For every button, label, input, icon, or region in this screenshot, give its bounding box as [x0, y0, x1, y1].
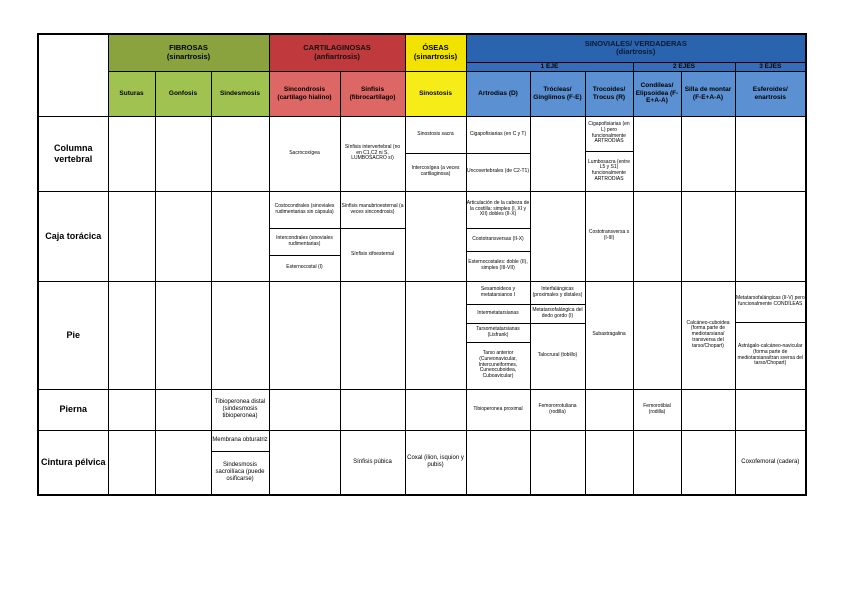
- cell-cintura-sincondrosis: [269, 430, 340, 495]
- cell-pierna-trocoides: [585, 389, 633, 430]
- cell-caja-sinfisis: [340, 191, 405, 281]
- cell-entry: Articulación de la cabeza de la costilla: simples (I, XI y XII) dobles (II-X): [466, 199, 530, 218]
- cell-entry: Tarso anterior (Cuneonavicular, Intercuneiformes, Cuneocuboidea, Cuboavicular): [467, 342, 530, 389]
- cell-entry: Esternocostal (I): [270, 255, 340, 281]
- group-subtitle-sinoviales: (diartrosis): [616, 47, 656, 57]
- cell-pie-sinostosis: [405, 281, 466, 389]
- cell-entry: Cigapofisiarias (en C y T): [469, 130, 527, 137]
- group-title-cartilaginosas: CARTILAGINOSAS: [303, 43, 371, 53]
- cell-caja-condileas: [633, 191, 681, 281]
- cell-entry: Sínfisis manubrioesternal (a veces sincondrosis): [341, 203, 404, 215]
- col-header-sinfisis: Sínfisis (fibrocartílago): [340, 71, 405, 116]
- cell-pie-condileas: [633, 281, 681, 389]
- group-header-cartilaginosas: [269, 34, 405, 71]
- group-subtitle-cartilaginosas: (anfiartrosis): [314, 51, 360, 61]
- cell-caja-artrodias: [466, 191, 530, 281]
- row-label-caja: Caja torácica: [38, 191, 108, 281]
- row-label-cintura: Cintura pélvica: [38, 430, 108, 495]
- cell-columna-gonfosis: [155, 116, 211, 191]
- cell-columna-esferoideas: [735, 116, 806, 191]
- cell-columna-trocleas: [530, 116, 585, 191]
- cell-entry: Astrágalo-calcáneo-navicular (forma parte de mediotarsiana/tran sversa del tarso/Chopart): [736, 322, 806, 388]
- cell-cintura-esferoideas: Coxofemoral (cadera): [735, 430, 806, 495]
- col-header-sincondrosis: Sincondrosis (cartílago hialino): [269, 71, 340, 116]
- group-title-oseas: ÓSEAS: [422, 43, 449, 53]
- cell-columna-sinostosis: [405, 116, 466, 191]
- cell-entry: Intercondrales (sinoviales rudimentarias): [270, 228, 340, 255]
- table-row: [38, 281, 806, 389]
- col-header-sindesmosis: Sindesmosis: [211, 71, 269, 116]
- cell-caja-silla: [681, 191, 735, 281]
- cell-entry: Sinostosis sacra: [417, 130, 454, 137]
- cell-pie-sincondrosis: [269, 281, 340, 389]
- cell-columna-silla: [681, 116, 735, 191]
- cell-caja-sinostosis: [405, 191, 466, 281]
- cell-entry: Sesamoideos y metatarsianos I: [480, 285, 516, 298]
- group-header-fibrosas: [108, 34, 269, 71]
- cell-entry: Membrana obturatriz: [212, 437, 268, 444]
- col-header-silla: Silla de montar (F-E+A-A): [681, 71, 735, 116]
- row-label-pie: Pie: [38, 281, 108, 389]
- axis-group-one: 1 EJE: [466, 62, 633, 71]
- col-header-trocoides: Trocoides/ Trocus (R): [585, 71, 633, 116]
- cell-pierna-sinfisis: [340, 389, 405, 430]
- cell-columna-trocoides: [585, 116, 633, 191]
- cell-columna-sindesmosis: [211, 116, 269, 191]
- group-header-sinoviales: [466, 34, 806, 62]
- cell-pie-suturas: [108, 281, 155, 389]
- cell-pierna-sinostosis: [405, 389, 466, 430]
- col-header-gonfosis: Gonfosis: [155, 71, 211, 116]
- cell-entry: Sindesmosis sacroilíaca (puede osificarse): [212, 451, 269, 494]
- cell-caja-esferoideas: [735, 191, 806, 281]
- cell-pierna-sincondrosis: [269, 389, 340, 430]
- cell-pie-trocleas: [530, 281, 585, 389]
- joint-classification-table: [37, 33, 807, 496]
- cell-cintura-trocleas: [530, 430, 585, 495]
- cell-cintura-artrodias: [466, 430, 530, 495]
- table-row: [38, 430, 806, 495]
- cell-pierna-suturas: [108, 389, 155, 430]
- cell-entry: Costocondrales (sinoviales rudimentarias sin cápsula): [274, 202, 335, 215]
- cell-columna-artrodias: [466, 116, 530, 191]
- group-header-oseas: [405, 34, 466, 71]
- axis-group-three: 3 EJES: [735, 62, 806, 71]
- cell-cintura-trocoides: [585, 430, 633, 495]
- cell-pierna-silla: [681, 389, 735, 430]
- cell-columna-sinfisis: Sínfisis intervertebral (no en C1,C2 ni S, LUMBOSACRO sí): [340, 116, 405, 191]
- col-header-suturas: Suturas: [108, 71, 155, 116]
- table-row: [38, 116, 806, 191]
- cell-caja-sindesmosis: [211, 191, 269, 281]
- col-header-trocleas: Trócleas/ Ginglimos (F-E): [530, 71, 585, 116]
- cell-entry: Lumbosacra (entre L5 y S1) funcionalmente ARTRODIAS: [586, 151, 633, 191]
- cell-pierna-esferoideas: [735, 389, 806, 430]
- cell-caja-gonfosis: [155, 191, 211, 281]
- cell-cintura-sindesmosis: [211, 430, 269, 495]
- cell-pie-artrodias: [466, 281, 530, 389]
- cell-cintura-gonfosis: [155, 430, 211, 495]
- row-label-columna: Columna vertebral: [38, 116, 108, 191]
- cell-columna-condileas: [633, 116, 681, 191]
- cell-columna-suturas: [108, 116, 155, 191]
- row-label-pierna: Pierna: [38, 389, 108, 430]
- cell-caja-trocleas: [530, 191, 585, 281]
- cell-pierna-gonfosis: [155, 389, 211, 430]
- col-header-esferoideas: Esferoides/ enartrosis: [735, 71, 806, 116]
- cell-pie-sindesmosis: [211, 281, 269, 389]
- cell-entry: Cigapofisiarias (en L) pero funcionalmente ARTRODIAS: [588, 121, 630, 145]
- cell-pie-trocoides: Subastragalina: [585, 281, 633, 389]
- col-header-sinostosis: Sinostosis: [405, 71, 466, 116]
- cell-cintura-sinostosis: Coxal (ilion, isquion y pubis): [405, 430, 466, 495]
- corner-blank: [38, 34, 108, 116]
- axis-group-two: 2 EJES: [633, 62, 735, 71]
- cell-pierna-trocleas: Femororrotuliana (rodilla): [530, 389, 585, 430]
- cell-entry: Esternocostales: doble (II), simples (III-VII): [467, 251, 530, 281]
- col-header-artrodias: Artrodias (D): [466, 71, 530, 116]
- cell-columna-sincondrosis: Sacrocoxígea: [269, 116, 340, 191]
- cell-entry: Intercoxígea (a veces cartilaginosa): [406, 153, 466, 191]
- cell-pierna-condileas: Femorotibial (rodilla): [633, 389, 681, 430]
- cell-pie-gonfosis: [155, 281, 211, 389]
- cell-caja-trocoides: Costotransversa s (I-III): [585, 191, 633, 281]
- group-subtitle-oseas: (sinartrosis): [413, 51, 458, 61]
- cell-cintura-condileas: [633, 430, 681, 495]
- table-row: [38, 191, 806, 281]
- group-title-sinoviales: SINOVIALES/ VERDADERAS: [584, 38, 687, 48]
- cell-caja-suturas: [108, 191, 155, 281]
- cell-entry: Sínfisis xifoesternal: [341, 228, 405, 280]
- cell-entry: Costotransversas (II-X): [467, 228, 530, 251]
- cell-pie-esferoideas: [735, 281, 806, 389]
- cell-cintura-silla: [681, 430, 735, 495]
- group-title-fibrosas: FIBROSAS: [169, 43, 208, 53]
- cell-pie-silla: Calcáneo-cuboidea (forma parte de mediotarsiana/ transversa del tarso/Chopart): [681, 281, 735, 389]
- cell-entry: Interfalángicas (proximales y distales): [532, 285, 583, 298]
- cell-pie-sinfisis: [340, 281, 405, 389]
- cell-pierna-artrodias: Tibioperonea proximal: [466, 389, 530, 430]
- cell-entry: Intermetatarsianas: [467, 304, 530, 323]
- cell-entry: Metatarsofalángica del dedo gordo (I): [531, 304, 585, 323]
- col-header-condileas: Condíleas/ Elipsoidea (F-E+A-A): [633, 71, 681, 116]
- group-subtitle-fibrosas: (sinartrosis): [166, 51, 211, 61]
- cell-entry: Uncovertebrales (de C2-T1): [467, 153, 530, 191]
- cell-pierna-sindesmosis: Tibioperonea distal (sindesmosis tibioperonea): [211, 389, 269, 430]
- cell-entry: Tarsometatarsianas (Lisfrank): [467, 323, 530, 342]
- cell-entry: Talocrural (tobillo): [531, 323, 585, 389]
- table-row: [38, 389, 806, 430]
- cell-caja-sincondrosis: [269, 191, 340, 281]
- cell-entry: Metatarsofalángicas (II-V) pero funcionalmente CONDÍLEAS: [735, 295, 805, 307]
- cell-cintura-suturas: [108, 430, 155, 495]
- cell-cintura-sinfisis: Sínfisis púbica: [340, 430, 405, 495]
